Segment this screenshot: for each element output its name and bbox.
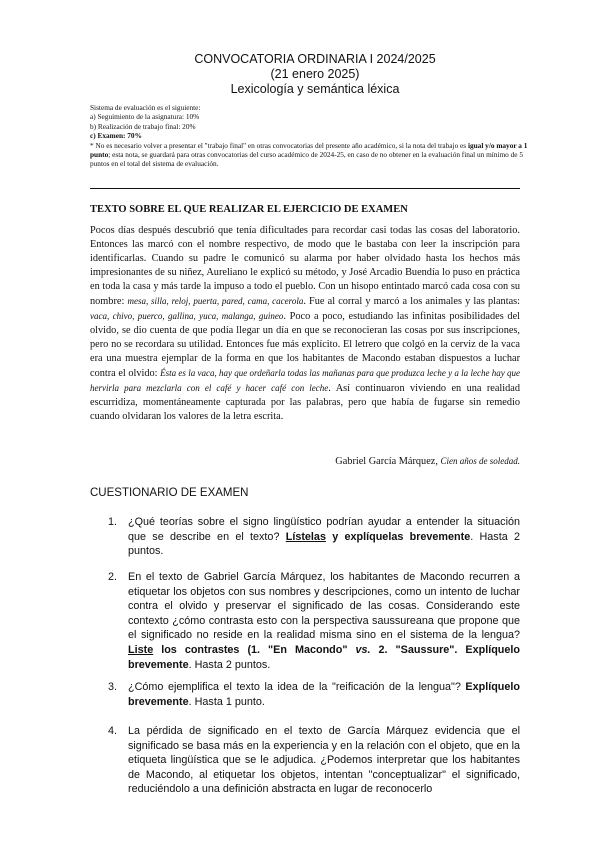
passage-part-3: . Poco a poco, estudiando las infinitas posibilidades del olvido, se dio cuenta de que podía llegar un día en que se reconocieran las cosas por sus inscripciones, pero no se recordara su utilidad. Entonces fue más explícito. El letrero que colgó en la cerviz de la vaca era una muestra ejemplar de la forma en que los habitantes de Macondo estaban dispuestos a luchar contra el olvido: (90, 311, 521, 379)
exam-date: (21 enero 2025) (270, 67, 360, 81)
passage-italic-3: Ésta es la vaca, hay que ordeñarla todas las mañanas para que produzca leche y a la leche hay que hervirla para mezclarla con el café y hacer café con leche (90, 368, 520, 393)
passage-part-1: Pocos días después descubrió que tenía dificultades para recordar casi todas las cosas del laboratorio. Entonces las marcó con el nombre respectivo, de modo que le bastaba con leer la inscripción para identificarlas. Cuando su padre le comunicó su alarma por haber olvidado hasta los hechos más impresionantes de su niñez, Aureliano le explicó su método, y José Arcadio Buendía lo puso en práctica en toda la casa y más tarde la impuso a todo el pueblo. Con un hisopo entintado marcó cada cosa con su nombre: (90, 225, 520, 307)
question-text (128, 570, 520, 672)
question-4 (108, 724, 520, 797)
question-text (128, 680, 520, 709)
evaluation-system (90, 103, 530, 169)
note-bold: igual y/o mayor a 1 punto (90, 140, 528, 160)
passage-italic-1: mesa, silla, reloj, puerta, pared, cama, cacerola (127, 296, 304, 306)
course-name: Lexicología y semántica léxica (230, 82, 400, 96)
passage-part-2: . Fue al corral y marcó a los animales y las plantas: (303, 296, 521, 307)
q2-bold-2: 2. "Saussure". Explíquelo brevemente (128, 643, 520, 671)
text-section-title: TEXTO SOBRE EL QUE REALIZAR EL EJERCICIO DE EXAMEN (90, 204, 408, 215)
exam-passage (90, 224, 520, 424)
evaluation-intro: Sistema de evaluación es el siguiente: (90, 103, 201, 112)
q3-text-1: ¿Cómo ejemplifica el texto la idea de la "reificación de la lengua"? (128, 681, 466, 693)
q2-underlined: Liste (128, 643, 154, 656)
evaluation-item-c: c) Examen: 70% (90, 131, 142, 141)
question-number: 4. (108, 725, 118, 737)
q3-bold: Explíquelo brevemente (128, 681, 520, 708)
q2-text-2: . Hasta 2 puntos. (188, 658, 271, 671)
question-number: 1. (108, 516, 118, 528)
question-number: 3. (108, 681, 118, 693)
passage-part-4: . Así continuaron viviendo en una realidad escurridiza, momentáneamente capturada por las palabras, pero que había de fugarse sin remedio cuando olvidaran los valores de la letra escrita. (90, 383, 521, 422)
passage-italic-2: vaca, chivo, puerco, gallina, yuca, malanga, guineo (90, 311, 284, 321)
section-divider (90, 188, 520, 189)
question-text (128, 724, 520, 797)
q3-text-2: . Hasta 1 punto. (188, 695, 265, 708)
question-1 (108, 515, 520, 559)
question-text (128, 515, 520, 559)
passage-book: Cien años de soledad. (440, 456, 520, 466)
evaluation-item-a: a) Seguimiento de la asignatura: 10% (90, 112, 200, 122)
question-number: 2. (108, 571, 118, 583)
q2-bold-1: los contrastes (1. "En Macondo" (153, 643, 356, 656)
evaluation-note (90, 141, 530, 169)
passage-author: Gabriel García Márquez, (335, 456, 441, 467)
passage-attribution (90, 455, 520, 468)
note-start: * No es necesario volver a presentar el "trabajo final" en otras convocatorias del presente año académico, si la nota del trabajo es (90, 140, 468, 150)
question-2 (108, 570, 520, 672)
question-3 (108, 680, 520, 709)
q1-bold: y explíquelas brevemente (325, 530, 471, 543)
q4-text-1: La pérdida de significado en el texto de García Márquez evidencia que el significado se basa más en la experiencia y en la relación con el objeto, que en la etiqueta lingüística que se le adjudica. ¿Podemos interpretar que los habitantes de Macondo, al etiquetar los objetos, intentan "conceptualizar" el significado, reduciéndolo a una definición abstracta en lugar de reconocerlo (128, 725, 520, 796)
exam-header (90, 52, 540, 97)
note-end: ; esta nota, se guardará para otras convocatorias del curso académico de 2024-25, en caso de no obtener en la evaluación final un mínimo de 5 puntos en el total del sistema de evaluación. (90, 150, 524, 169)
evaluation-item-b: b) Realización de trabajo final: 20% (90, 121, 196, 131)
q1-text-2: . Hasta 2 puntos. (128, 530, 520, 558)
q2-text-1: En el texto de Gabriel García Márquez, los habitantes de Macondo recurren a etiquetar los objetos con sus nombres y descripciones, como un intento de luchar contra el olvido y preservar el significado de las cosas. Considerando este contexto ¿cómo contrasta esto con la perspectiva saussureana que propone que el significado no reside en la realidad misma sino en el sistema de la lengua? (128, 571, 520, 642)
q1-text-1: ¿Qué teorías sobre el signo lingüístico podrían ayudar a entender la situación que se describe en el texto? (128, 516, 520, 543)
q1-underlined: Lístelas (285, 530, 326, 543)
q2-italic: vs. (355, 643, 371, 656)
exam-title: CONVOCATORIA ORDINARIA I 2024/2025 (194, 52, 436, 66)
questionnaire-title: CUESTIONARIO DE EXAMEN (90, 487, 249, 499)
